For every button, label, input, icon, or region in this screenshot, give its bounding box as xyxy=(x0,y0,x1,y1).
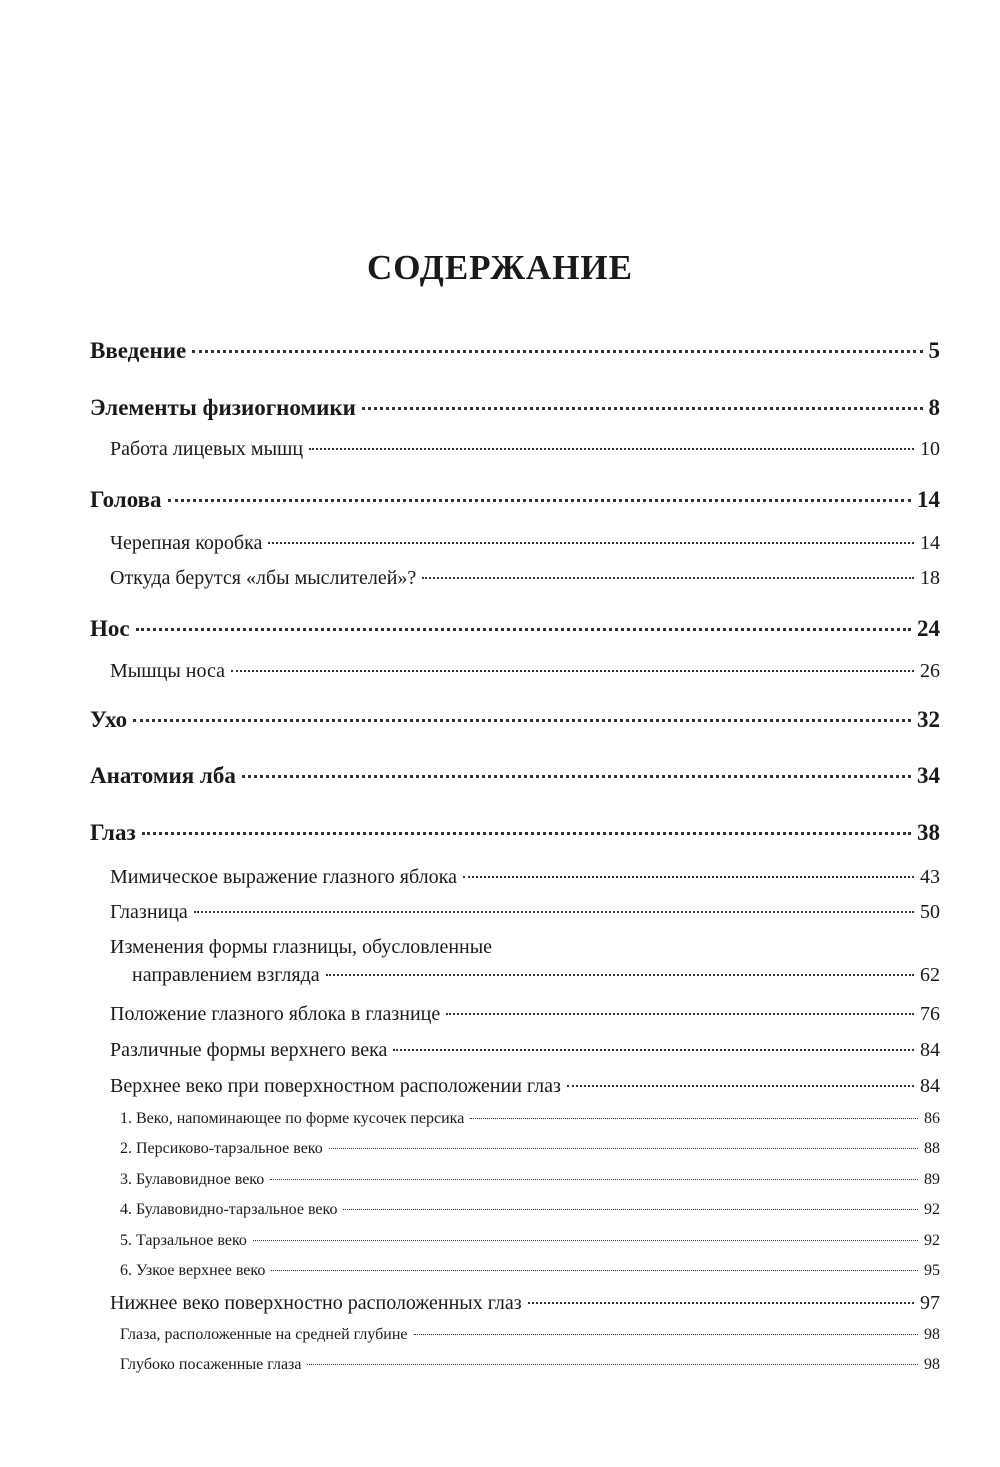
toc-entry-page: 92 xyxy=(924,1201,940,1218)
toc-entry-title: Глазница xyxy=(110,901,188,923)
dot-leader xyxy=(362,407,923,410)
toc-entry-page: 14 xyxy=(917,487,940,512)
toc-subentry[interactable] xyxy=(132,964,940,987)
dot-leader xyxy=(133,719,911,722)
toc-subentry[interactable] xyxy=(110,1039,940,1062)
toc-subentry[interactable] xyxy=(110,1075,940,1098)
toc-entry[interactable] xyxy=(90,616,940,642)
dot-leader xyxy=(329,1148,918,1149)
toc-entry-page: 92 xyxy=(924,1232,940,1249)
toc-entry-page: 95 xyxy=(924,1262,940,1279)
toc-entry-title: Нижнее веко поверхностно расположенных глаз xyxy=(110,1292,522,1314)
toc-entry-title: 5. Тарзальное веко xyxy=(120,1232,247,1249)
dot-leader xyxy=(271,1270,918,1271)
toc-subentry[interactable] xyxy=(110,901,940,924)
toc-entry-title: 6. Узкое верхнее веко xyxy=(120,1262,266,1279)
dot-leader xyxy=(253,1240,918,1241)
toc-entry[interactable] xyxy=(90,707,940,733)
toc-subsubentry[interactable] xyxy=(120,1262,940,1280)
toc-entry-title: Работа лицевых мышц xyxy=(110,438,304,460)
dot-leader xyxy=(326,974,914,976)
toc-entry-page: 76 xyxy=(920,1003,940,1025)
toc-entry-title: Глубоко посаженные глаза xyxy=(120,1356,302,1373)
toc-entry-title: Положение глазного яблока в глазнице xyxy=(110,1003,441,1025)
dot-leader xyxy=(393,1049,914,1051)
toc-entry-title: Мимическое выражение глазного яблока xyxy=(110,866,457,888)
toc-entry-page: 50 xyxy=(920,901,940,923)
toc-entry-page: 8 xyxy=(928,395,940,420)
toc-entry-page: 62 xyxy=(920,964,940,986)
toc-entry-page: 18 xyxy=(920,567,940,589)
dot-leader xyxy=(242,775,911,778)
toc-subentry[interactable] xyxy=(110,660,940,683)
toc-entry-page: 89 xyxy=(924,1171,940,1188)
toc-subsubentry[interactable] xyxy=(120,1356,940,1374)
dot-leader xyxy=(136,628,911,631)
dot-leader xyxy=(414,1334,918,1335)
toc-subsubentry[interactable] xyxy=(120,1326,940,1344)
dot-leader xyxy=(307,1364,918,1365)
toc-entry-page: 84 xyxy=(920,1039,940,1061)
toc-subentry-title-line1[interactable]: Изменения формы глазницы, обусловленные xyxy=(110,936,493,958)
toc-entry-page: 97 xyxy=(920,1292,940,1314)
toc-entry-title: Откуда берутся «лбы мыслителей»? xyxy=(110,567,417,589)
toc-entry-title: 2. Персиково-тарзальное веко xyxy=(120,1140,323,1157)
toc-entry-title: Черепная коробка xyxy=(110,532,263,554)
toc-entry[interactable] xyxy=(90,395,940,421)
toc-entry-title: Верхнее веко при поверхностном расположении глаз xyxy=(110,1075,561,1097)
toc-entry-page: 98 xyxy=(924,1356,940,1373)
dot-leader xyxy=(194,911,914,913)
toc-entry-page: 26 xyxy=(920,660,940,682)
toc-entry-title: 3. Булавовидное веко xyxy=(120,1171,265,1188)
toc-entry-title: Анатомия лба xyxy=(90,763,236,788)
toc-subentry[interactable] xyxy=(110,567,940,590)
toc-subentry[interactable] xyxy=(110,1292,940,1315)
toc-subsubentry[interactable] xyxy=(120,1201,940,1219)
toc-entry-title: Нос xyxy=(90,616,130,641)
dot-leader xyxy=(343,1209,918,1210)
toc-subentry[interactable] xyxy=(110,866,940,889)
toc-entry-page: 5 xyxy=(928,338,940,363)
toc-entry-page: 84 xyxy=(920,1075,940,1097)
dot-leader xyxy=(463,876,914,878)
toc-subentry[interactable] xyxy=(110,532,940,555)
toc-entry-title: Введение xyxy=(90,338,187,363)
dot-leader xyxy=(567,1085,914,1087)
toc-entry-page: 38 xyxy=(917,820,940,845)
toc-entry-title: Глаза, расположенные на средней глубине xyxy=(120,1326,408,1343)
dot-leader xyxy=(470,1118,918,1119)
toc-subsubentry[interactable] xyxy=(120,1140,940,1158)
dot-leader xyxy=(422,577,914,579)
toc-entry-page: 32 xyxy=(917,707,940,732)
toc-entry-title: Элементы физиогномики xyxy=(90,395,356,420)
toc-entry[interactable] xyxy=(90,338,940,364)
toc-entry-page: 86 xyxy=(924,1110,940,1127)
toc-subentry[interactable] xyxy=(110,1003,940,1026)
toc-entry-title: Глаз xyxy=(90,820,136,845)
dot-leader xyxy=(268,542,914,544)
toc-entry-page: 43 xyxy=(920,866,940,888)
toc-entry-page: 10 xyxy=(920,438,940,460)
dot-leader xyxy=(528,1302,914,1304)
toc-subentry[interactable] xyxy=(110,438,940,461)
toc-subsubentry[interactable] xyxy=(120,1110,940,1128)
toc-entry-title: Мышцы носа xyxy=(110,660,225,682)
dot-leader xyxy=(142,832,911,835)
toc-entry-page: 98 xyxy=(924,1326,940,1343)
toc-entry[interactable] xyxy=(90,487,940,513)
dot-leader xyxy=(270,1179,918,1180)
toc-entry-page: 88 xyxy=(924,1140,940,1157)
toc-entry-page: 14 xyxy=(920,532,940,554)
toc-entry[interactable] xyxy=(90,820,940,846)
toc-subsubentry[interactable] xyxy=(120,1171,940,1189)
toc-entry-title: 1. Веко, напоминающее по форме кусочек персика xyxy=(120,1110,465,1127)
toc-entry-title: направлением взгляда xyxy=(132,964,320,986)
dot-leader xyxy=(192,350,922,353)
toc-entry-title: Ухо xyxy=(90,707,128,732)
dot-leader xyxy=(168,499,911,502)
dot-leader xyxy=(231,670,914,672)
toc-entry-title: 4. Булавовидно-тарзальное веко xyxy=(120,1201,338,1218)
toc-entry-title: Различные формы верхнего века xyxy=(110,1039,388,1061)
toc-subsubentry[interactable] xyxy=(120,1232,940,1250)
dot-leader xyxy=(446,1013,914,1015)
dot-leader xyxy=(309,448,914,450)
toc-entry-title: Голова xyxy=(90,487,162,512)
toc-entry-page: 34 xyxy=(917,763,940,788)
page-title: СОДЕРЖАНИЕ xyxy=(366,248,633,287)
toc-entry[interactable] xyxy=(90,763,940,789)
toc-entry-page: 24 xyxy=(917,616,940,641)
